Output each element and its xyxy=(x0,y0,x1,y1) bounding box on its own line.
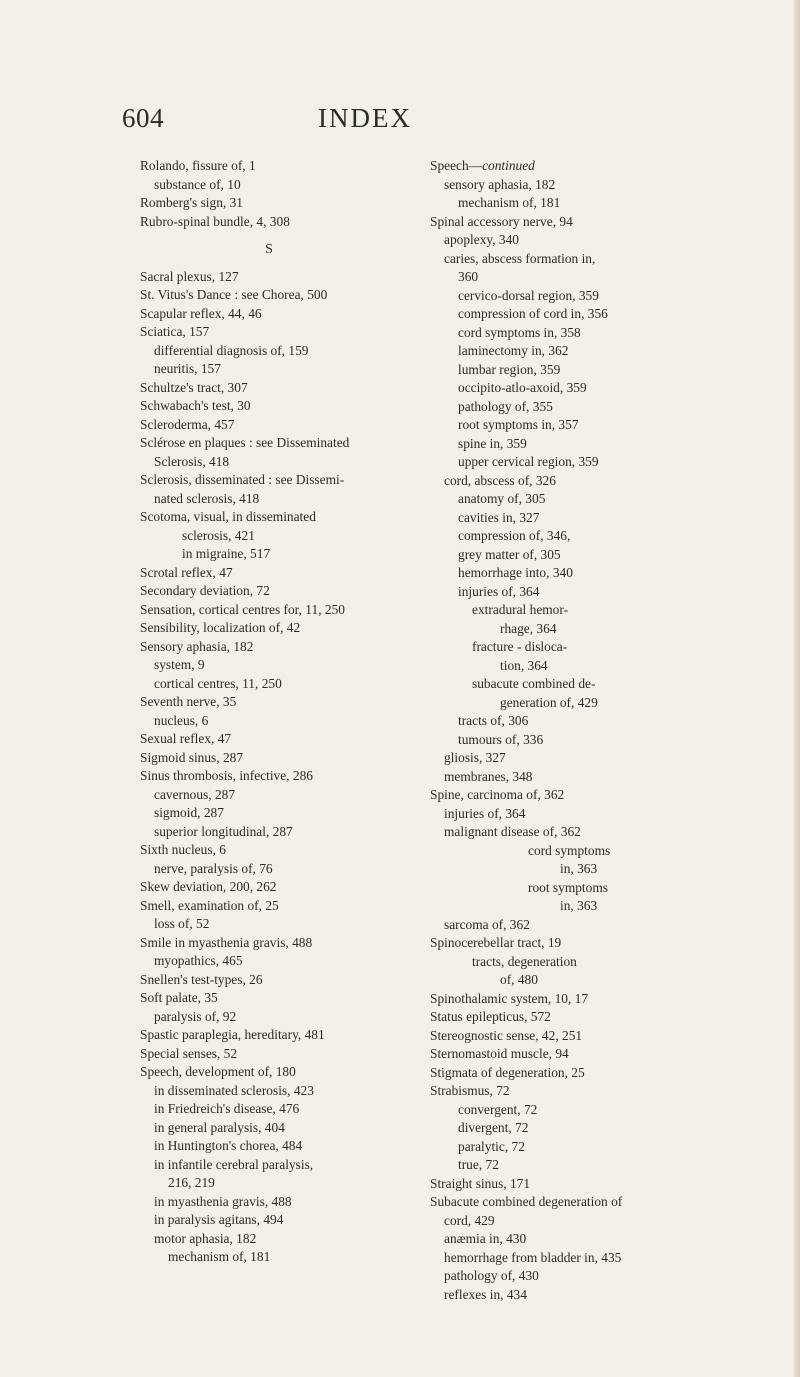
index-entry xyxy=(430,675,700,694)
index-entry-text: cavities in, 327 xyxy=(458,509,540,525)
index-entry-text: Skew deviation, 200, 262 xyxy=(140,879,277,894)
index-entry xyxy=(140,712,398,731)
index-entry-text: cavernous, 287 xyxy=(154,786,236,802)
index-entry-text: Schwabach's test, 30 xyxy=(140,398,251,413)
index-entry xyxy=(140,268,398,287)
index-entry xyxy=(430,694,700,713)
index-entry-text: Scotoma, visual, in disseminated xyxy=(140,509,316,524)
index-entry xyxy=(430,1008,700,1027)
index-entry-text: Sclérose en plaques : see Disseminated xyxy=(140,435,350,450)
index-entry xyxy=(430,657,700,676)
index-entry-text: lumbar region, 359 xyxy=(458,361,561,377)
index-entry xyxy=(140,1026,398,1045)
page-title: INDEX xyxy=(318,103,412,133)
index-entry xyxy=(140,693,398,712)
index-entry xyxy=(430,786,700,805)
index-entry-text: apoplexy, 340 xyxy=(444,232,519,247)
index-entry-text: Schultze's tract, 307 xyxy=(140,379,248,395)
index-entry-text: tion, 364 xyxy=(500,657,548,673)
index-entry xyxy=(430,583,700,602)
index-entry-text: tumours of, 336 xyxy=(458,731,544,747)
index-entry xyxy=(140,416,398,435)
index-entry xyxy=(140,767,398,786)
index-entry xyxy=(140,915,398,934)
index-entry xyxy=(430,509,700,528)
index-entry xyxy=(430,546,700,565)
index-entry xyxy=(430,638,700,657)
index-entry xyxy=(140,1137,398,1156)
index-entry-text: fracture - disloca- xyxy=(472,639,568,654)
index-entry-text: Romberg's sign, 31 xyxy=(140,195,243,210)
index-entry-text: Secondary deviation, 72 xyxy=(140,583,270,598)
index-entry xyxy=(140,157,398,176)
index-entry xyxy=(430,324,700,343)
index-entry xyxy=(140,989,398,1008)
index-entry-text: root symptoms in, 357 xyxy=(458,417,579,432)
index-entry xyxy=(140,434,398,453)
index-entry-text: nerve, paralysis of, 76 xyxy=(154,860,273,876)
index-entry-text: anatomy of, 305 xyxy=(458,491,546,506)
index-entry xyxy=(430,435,700,454)
index-entry xyxy=(430,342,700,361)
index-entry-text: in general paralysis, 404 xyxy=(154,1119,285,1135)
index-entry xyxy=(140,1230,398,1249)
index-entry xyxy=(140,1100,398,1119)
index-entry xyxy=(430,305,700,324)
index-entry xyxy=(140,564,398,583)
index-entry xyxy=(430,416,700,435)
index-entry-text: of, 480 xyxy=(500,972,538,987)
index-entry-text: sclerosis, 421 xyxy=(182,527,255,543)
index-entry-text: paralytic, 72 xyxy=(458,1138,525,1154)
index-entry xyxy=(430,213,700,232)
index-entry xyxy=(140,1008,398,1027)
index-entry-text: Sclerosis, 418 xyxy=(154,453,230,469)
index-entry xyxy=(430,934,700,953)
index-entry-text: Subacute combined degeneration of xyxy=(430,1194,623,1209)
index-entry xyxy=(430,564,700,583)
index-entry xyxy=(430,823,700,842)
index-entry xyxy=(430,916,700,935)
index-entry xyxy=(140,527,398,546)
index-entry xyxy=(140,397,398,416)
index-entry-text: Soft palate, 35 xyxy=(140,990,218,1005)
index-entry-text: in Friedreich's disease, 476 xyxy=(154,1101,300,1116)
index-entry xyxy=(430,879,700,898)
index-entry-text: injuries of, 364 xyxy=(458,583,540,599)
index-entry-text: in, 363 xyxy=(560,898,598,913)
index-entry xyxy=(140,194,398,213)
index-entry xyxy=(140,730,398,749)
index-entry xyxy=(430,749,700,768)
index-entry-text: Straight sinus, 171 xyxy=(430,1175,531,1191)
index-entry-text: compression of, 346, xyxy=(458,528,571,543)
index-entry-text: Sexual reflex, 47 xyxy=(140,731,232,746)
index-entry-text: mechanism of, 181 xyxy=(458,195,561,210)
index-entry-text: Scapular reflex, 44, 46 xyxy=(140,305,262,321)
index-entry-text: S xyxy=(265,242,273,257)
index-entry xyxy=(140,1211,398,1230)
index-entry-text: hemorrhage from bladder in, 435 xyxy=(444,1249,622,1265)
index-entry xyxy=(140,656,398,675)
index-entry-text: cord, 429 xyxy=(444,1212,495,1228)
index-entry-text: Rubro-spinal bundle, 4, 308 xyxy=(140,213,290,229)
index-entry-text: root symptoms xyxy=(528,879,608,895)
section-letter xyxy=(140,231,398,268)
index-entry xyxy=(430,1101,700,1120)
index-entry xyxy=(430,1286,700,1305)
index-entry-text: Sciatica, 157 xyxy=(140,324,210,339)
index-entry xyxy=(140,545,398,564)
index-entry-text: tracts of, 306 xyxy=(458,713,529,728)
index-entry xyxy=(430,287,700,306)
page-edge xyxy=(794,0,800,1377)
index-entry-text: Sensibility, localization of, 42 xyxy=(140,620,301,635)
index-entry xyxy=(430,1230,700,1249)
index-entry xyxy=(140,379,398,398)
index-entry xyxy=(140,490,398,509)
index-entry xyxy=(140,971,398,990)
index-entry xyxy=(140,305,398,324)
index-entry xyxy=(140,213,398,232)
index-column-right xyxy=(430,157,700,1304)
index-entry-text: grey matter of, 305 xyxy=(458,546,561,562)
index-entry xyxy=(140,1193,398,1212)
index-entry-text: true, 72 xyxy=(458,1157,499,1172)
index-column-left xyxy=(140,157,398,1267)
index-entry-text: laminectomy in, 362 xyxy=(458,343,569,358)
index-entry-text: Stigmata of degeneration, 25 xyxy=(430,1064,585,1080)
index-entry xyxy=(140,841,398,860)
index-entry-text: Spine, carcinoma of, 362 xyxy=(430,787,565,802)
index-entry xyxy=(430,1267,700,1286)
index-entry-text: injuries of, 364 xyxy=(444,805,526,821)
index-entry-text: spine in, 359 xyxy=(458,435,527,451)
index-entry-text: Sclerosis, disseminated : see Dissemi- xyxy=(140,472,345,487)
index-entry xyxy=(140,823,398,842)
index-entry xyxy=(140,1248,398,1267)
index-entry xyxy=(140,675,398,694)
index-entry xyxy=(140,804,398,823)
index-entry xyxy=(140,286,398,305)
index-entry xyxy=(140,638,398,657)
index-entry-text: Stereognostic sense, 42, 251 xyxy=(430,1027,583,1043)
index-entry-text: Sigmoid sinus, 287 xyxy=(140,749,244,765)
index-entry-text: motor aphasia, 182 xyxy=(154,1230,257,1246)
index-entry xyxy=(430,1064,700,1083)
index-entry-text: mechanism of, 181 xyxy=(168,1249,271,1264)
index-entry xyxy=(430,194,700,213)
index-entry-text: cord, abscess of, 326 xyxy=(444,472,556,488)
index-entry xyxy=(430,1212,700,1231)
index-entry xyxy=(430,490,700,509)
index-entry-text: occipito-atlo-axoid, 359 xyxy=(458,380,587,395)
index-entry-text: subacute combined de- xyxy=(472,676,596,691)
index-entry xyxy=(430,1156,700,1175)
index-entry xyxy=(430,842,700,861)
index-entry-text: Rolando, fissure of, 1 xyxy=(140,158,256,173)
index-entry xyxy=(430,453,700,472)
index-entry-text: loss of, 52 xyxy=(154,916,210,931)
page-number: 604 xyxy=(122,103,164,133)
index-entry xyxy=(140,582,398,601)
index-entry xyxy=(430,601,700,620)
index-entry xyxy=(140,1082,398,1101)
index-entry-text: in myasthenia gravis, 488 xyxy=(154,1193,292,1209)
index-entry-text: nucleus, 6 xyxy=(154,712,209,728)
index-entry-text: St. Vitus's Dance : see Chorea, 500 xyxy=(140,287,328,302)
index-entry-text: sensory aphasia, 182 xyxy=(444,176,556,192)
index-entry xyxy=(430,527,700,546)
index-entry xyxy=(430,1045,700,1064)
index-entry-text: Sensation, cortical centres for, 11, 250 xyxy=(140,601,345,617)
index-entry-text: in Huntington's chorea, 484 xyxy=(154,1138,303,1153)
index-entry xyxy=(430,768,700,787)
index-entry-text: cervico-dorsal region, 359 xyxy=(458,287,599,303)
index-entry xyxy=(430,620,700,639)
index-entry xyxy=(140,360,398,379)
index-entry xyxy=(140,471,398,490)
index-entry-text: sigmoid, 287 xyxy=(154,805,224,820)
index-entry-text: membranes, 348 xyxy=(444,768,533,784)
index-entry xyxy=(140,786,398,805)
index-entry xyxy=(430,1119,700,1138)
index-entry-text: in paralysis agitans, 494 xyxy=(154,1212,284,1227)
index-entry xyxy=(140,176,398,195)
index-entry xyxy=(430,1175,700,1194)
index-entry-text: Sixth nucleus, 6 xyxy=(140,842,226,857)
index-entry xyxy=(140,878,398,897)
index-entry xyxy=(140,1063,398,1082)
index-entry-text: Speech— xyxy=(430,158,483,173)
index-entry-text: upper cervical region, 359 xyxy=(458,454,599,469)
index-entry-text: tracts, degeneration xyxy=(472,953,577,969)
index-entry-text: cord symptoms in, 358 xyxy=(458,324,581,340)
index-entry xyxy=(430,731,700,750)
index-entry xyxy=(430,1249,700,1268)
index-entry-text: 216, 219 xyxy=(168,1175,215,1190)
index-entry xyxy=(430,971,700,990)
index-entry xyxy=(430,398,700,417)
index-entry xyxy=(140,1119,398,1138)
index-entry-text: reflexes in, 434 xyxy=(444,1286,527,1302)
index-entry-text: Sacral plexus, 127 xyxy=(140,268,239,284)
index-entry-text: Scleroderma, 457 xyxy=(140,416,235,432)
index-entry xyxy=(140,897,398,916)
index-entry xyxy=(140,1045,398,1064)
index-entry xyxy=(140,1156,398,1175)
index-entry-text: paralysis of, 92 xyxy=(154,1008,237,1024)
index-entry-text: Snellen's test-types, 26 xyxy=(140,971,263,987)
index-entry-text: convergent, 72 xyxy=(458,1101,538,1117)
index-entry-text: Smile in myasthenia gravis, 488 xyxy=(140,934,313,950)
index-entry-text: Spinocerebellar tract, 19 xyxy=(430,935,562,950)
index-entry-text: gliosis, 327 xyxy=(444,750,506,765)
index-entry-text: anæmia in, 430 xyxy=(444,1231,527,1246)
index-entry-text: Status epilepticus, 572 xyxy=(430,1009,551,1024)
index-entry-text: differential diagnosis of, 159 xyxy=(154,342,309,358)
index-entry xyxy=(430,157,700,176)
index-entry-text: compression of cord in, 356 xyxy=(458,306,608,321)
index-entry xyxy=(430,472,700,491)
index-entry-text: 360 xyxy=(458,269,479,284)
index-entry-text: Scrotal reflex, 47 xyxy=(140,564,233,580)
index-entry xyxy=(430,712,700,731)
index-entry xyxy=(430,860,700,879)
index-entry xyxy=(140,342,398,361)
index-entry-text: rhage, 364 xyxy=(500,620,557,636)
index-entry-text: Seventh nerve, 35 xyxy=(140,694,237,709)
index-entry xyxy=(430,231,700,250)
index-entry xyxy=(140,453,398,472)
index-entry xyxy=(140,601,398,620)
index-entry xyxy=(430,953,700,972)
index-entry xyxy=(140,508,398,527)
index-entry-text: in migraine, 517 xyxy=(182,546,271,561)
index-entry xyxy=(430,1193,700,1212)
index-entry xyxy=(430,1138,700,1157)
index-entry xyxy=(430,1027,700,1046)
index-entry-text: Sensory aphasia, 182 xyxy=(140,638,254,654)
index-entry-text: divergent, 72 xyxy=(458,1120,529,1135)
index-entry xyxy=(430,379,700,398)
index-entry-text: pathology of, 355 xyxy=(458,398,553,414)
index-entry xyxy=(430,361,700,380)
index-entry-text: in, 363 xyxy=(560,861,598,876)
index-entry xyxy=(140,323,398,342)
index-entry-text: in disseminated sclerosis, 423 xyxy=(154,1082,314,1098)
index-entry-text: generation of, 429 xyxy=(500,694,598,710)
index-entry-text: pathology of, 430 xyxy=(444,1268,539,1283)
index-entry-text: neuritis, 157 xyxy=(154,361,221,376)
index-entry xyxy=(430,250,700,269)
index-entry-text: sarcoma of, 362 xyxy=(444,916,530,932)
index-entry xyxy=(140,1174,398,1193)
index-entry-text: malignant disease of, 362 xyxy=(444,824,581,839)
index-entry-text: Spinothalamic system, 10, 17 xyxy=(430,990,589,1006)
index-entry-text: cortical centres, 11, 250 xyxy=(154,675,282,691)
index-entry-text: superior longitudinal, 287 xyxy=(154,823,293,839)
index-entry-text: nated sclerosis, 418 xyxy=(154,490,260,506)
index-entry-text: system, 9 xyxy=(154,657,205,672)
index-entry-text: Sinus thrombosis, infective, 286 xyxy=(140,768,313,783)
page-header xyxy=(0,103,800,135)
index-entry-text: substance of, 10 xyxy=(154,176,241,192)
index-entry xyxy=(430,897,700,916)
index-entry-text: Speech, development of, 180 xyxy=(140,1064,296,1079)
index-entry xyxy=(140,934,398,953)
continued-label: continued xyxy=(482,158,535,173)
index-entry xyxy=(430,176,700,195)
index-entry xyxy=(430,268,700,287)
index-entry xyxy=(430,1082,700,1101)
index-entry-text: Spinal accessory nerve, 94 xyxy=(430,213,573,229)
index-entry-text: extradural hemor- xyxy=(472,602,569,617)
index-entry-text: hemorrhage into, 340 xyxy=(458,565,573,580)
index-entry-text: Sternomastoid muscle, 94 xyxy=(430,1046,569,1061)
index-entry xyxy=(140,619,398,638)
index-entry-text: Smell, examination of, 25 xyxy=(140,897,279,913)
index-entry xyxy=(430,805,700,824)
index-entry xyxy=(140,952,398,971)
index-entry-text: Spastic paraplegia, hereditary, 481 xyxy=(140,1027,325,1042)
index-entry-text: myopathics, 465 xyxy=(154,953,243,968)
index-entry-text: cord symptoms xyxy=(528,842,611,858)
index-entry-text: caries, abscess formation in, xyxy=(444,250,596,266)
index-entry xyxy=(140,860,398,879)
index-entry-text: in infantile cerebral paralysis, xyxy=(154,1156,314,1172)
index-entry-text: Special senses, 52 xyxy=(140,1045,238,1061)
index-entry xyxy=(430,990,700,1009)
index-entry-text: Strabismus, 72 xyxy=(430,1083,510,1098)
index-entry xyxy=(140,749,398,768)
